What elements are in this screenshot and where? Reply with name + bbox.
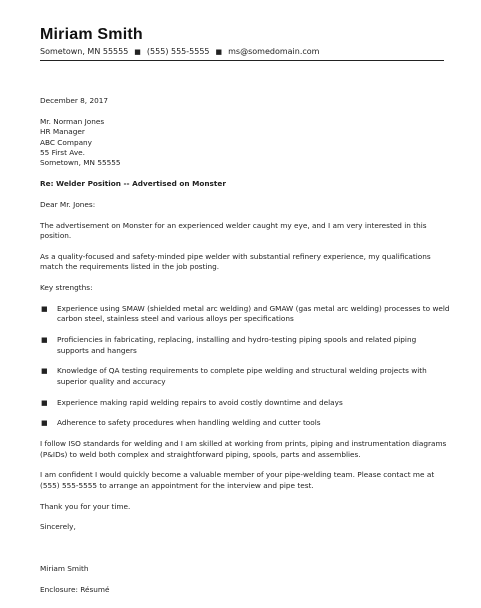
sender-phone: (555) 555-5555 xyxy=(146,47,210,56)
letter-body xyxy=(40,96,450,595)
closing: Sincerely, xyxy=(40,522,76,532)
list-item-text: Adherence to safety procedures when handling welding and cutter tools xyxy=(57,418,321,428)
list-item-text: Proficiencies in fabricating, replacing, installing and hydro-testing piping spools and related piping supports and hangers xyxy=(57,335,417,355)
sender-name: Miriam Smith xyxy=(40,26,143,43)
separator-icon: ■ xyxy=(215,48,223,56)
salutation: Dear Mr. Jones: xyxy=(40,200,96,210)
recipient-line: Sometown, MN 55555 xyxy=(40,158,121,168)
list-item-text: Experience making rapid welding repairs to avoid costly downtime and delays xyxy=(57,397,343,407)
bullet-icon: ■ xyxy=(41,398,48,407)
thanks-line: Thank you for your time. xyxy=(40,501,131,511)
separator-icon: ■ xyxy=(134,48,141,56)
header-divider xyxy=(40,60,444,61)
paragraph-standards: I follow ISO standards for welding and I am skilled at working from prints, piping and instrumentation diagrams (P&IDs) to weld both complex and straightforward piping, spools, parts and assemblies. xyxy=(40,439,447,459)
recipient-address xyxy=(40,117,450,169)
bullet-icon: ■ xyxy=(41,305,48,314)
signature-name: Miriam Smith xyxy=(40,563,89,573)
list-item xyxy=(40,304,450,325)
recipient-line: ABC Company xyxy=(40,137,92,147)
enclosure-line: Enclosure: Résumé xyxy=(40,584,110,594)
strengths-list xyxy=(40,304,450,429)
list-item xyxy=(40,366,450,387)
paragraph-contact: I am confident I would quickly become a valuable member of your pipe-welding team. Please contact me at (555) 555-5555 to arrange an appointment for the interview and pipe test. xyxy=(40,470,435,490)
sender-address: Sometown, MN 55555 xyxy=(40,47,129,56)
strengths-heading: Key strengths: xyxy=(40,283,93,293)
bullet-icon: ■ xyxy=(41,419,48,428)
paragraph-intro: The advertisement on Monster for an experienced welder caught my eye, and I am very interested in this position. xyxy=(40,220,427,241)
sender-email: ms@somedomain.com xyxy=(228,47,320,56)
bullet-icon: ■ xyxy=(41,336,48,345)
recipient-line: Mr. Norman Jones xyxy=(40,116,105,126)
letter-date: December 8, 2017 xyxy=(40,96,109,105)
recipient-line: 55 First Ave. xyxy=(40,148,85,158)
paragraph-qualifications: As a quality-focused and safety-minded pipe welder with substantial refinery experience, my qualifications match the requirements listed in the job posting. xyxy=(40,252,431,272)
list-item-text: Knowledge of QA testing requirements to complete pipe welding and structural welding projects with superior quality and accuracy xyxy=(57,366,427,386)
list-item xyxy=(40,335,450,356)
list-item-text: Experience using SMAW (shielded metal arc welding) and GMAW (gas metal arc welding) processes to weld carbon steel, stainless steel and various alloys per specifications xyxy=(57,304,450,324)
list-item xyxy=(40,418,450,428)
recipient-line: HR Manager xyxy=(40,127,85,137)
signature-space xyxy=(40,533,450,564)
subject-line: Re: Welder Position -- Advertised on Monster xyxy=(40,179,226,189)
list-item xyxy=(40,398,450,408)
sender-contact xyxy=(40,47,319,57)
bullet-icon: ■ xyxy=(41,367,48,376)
